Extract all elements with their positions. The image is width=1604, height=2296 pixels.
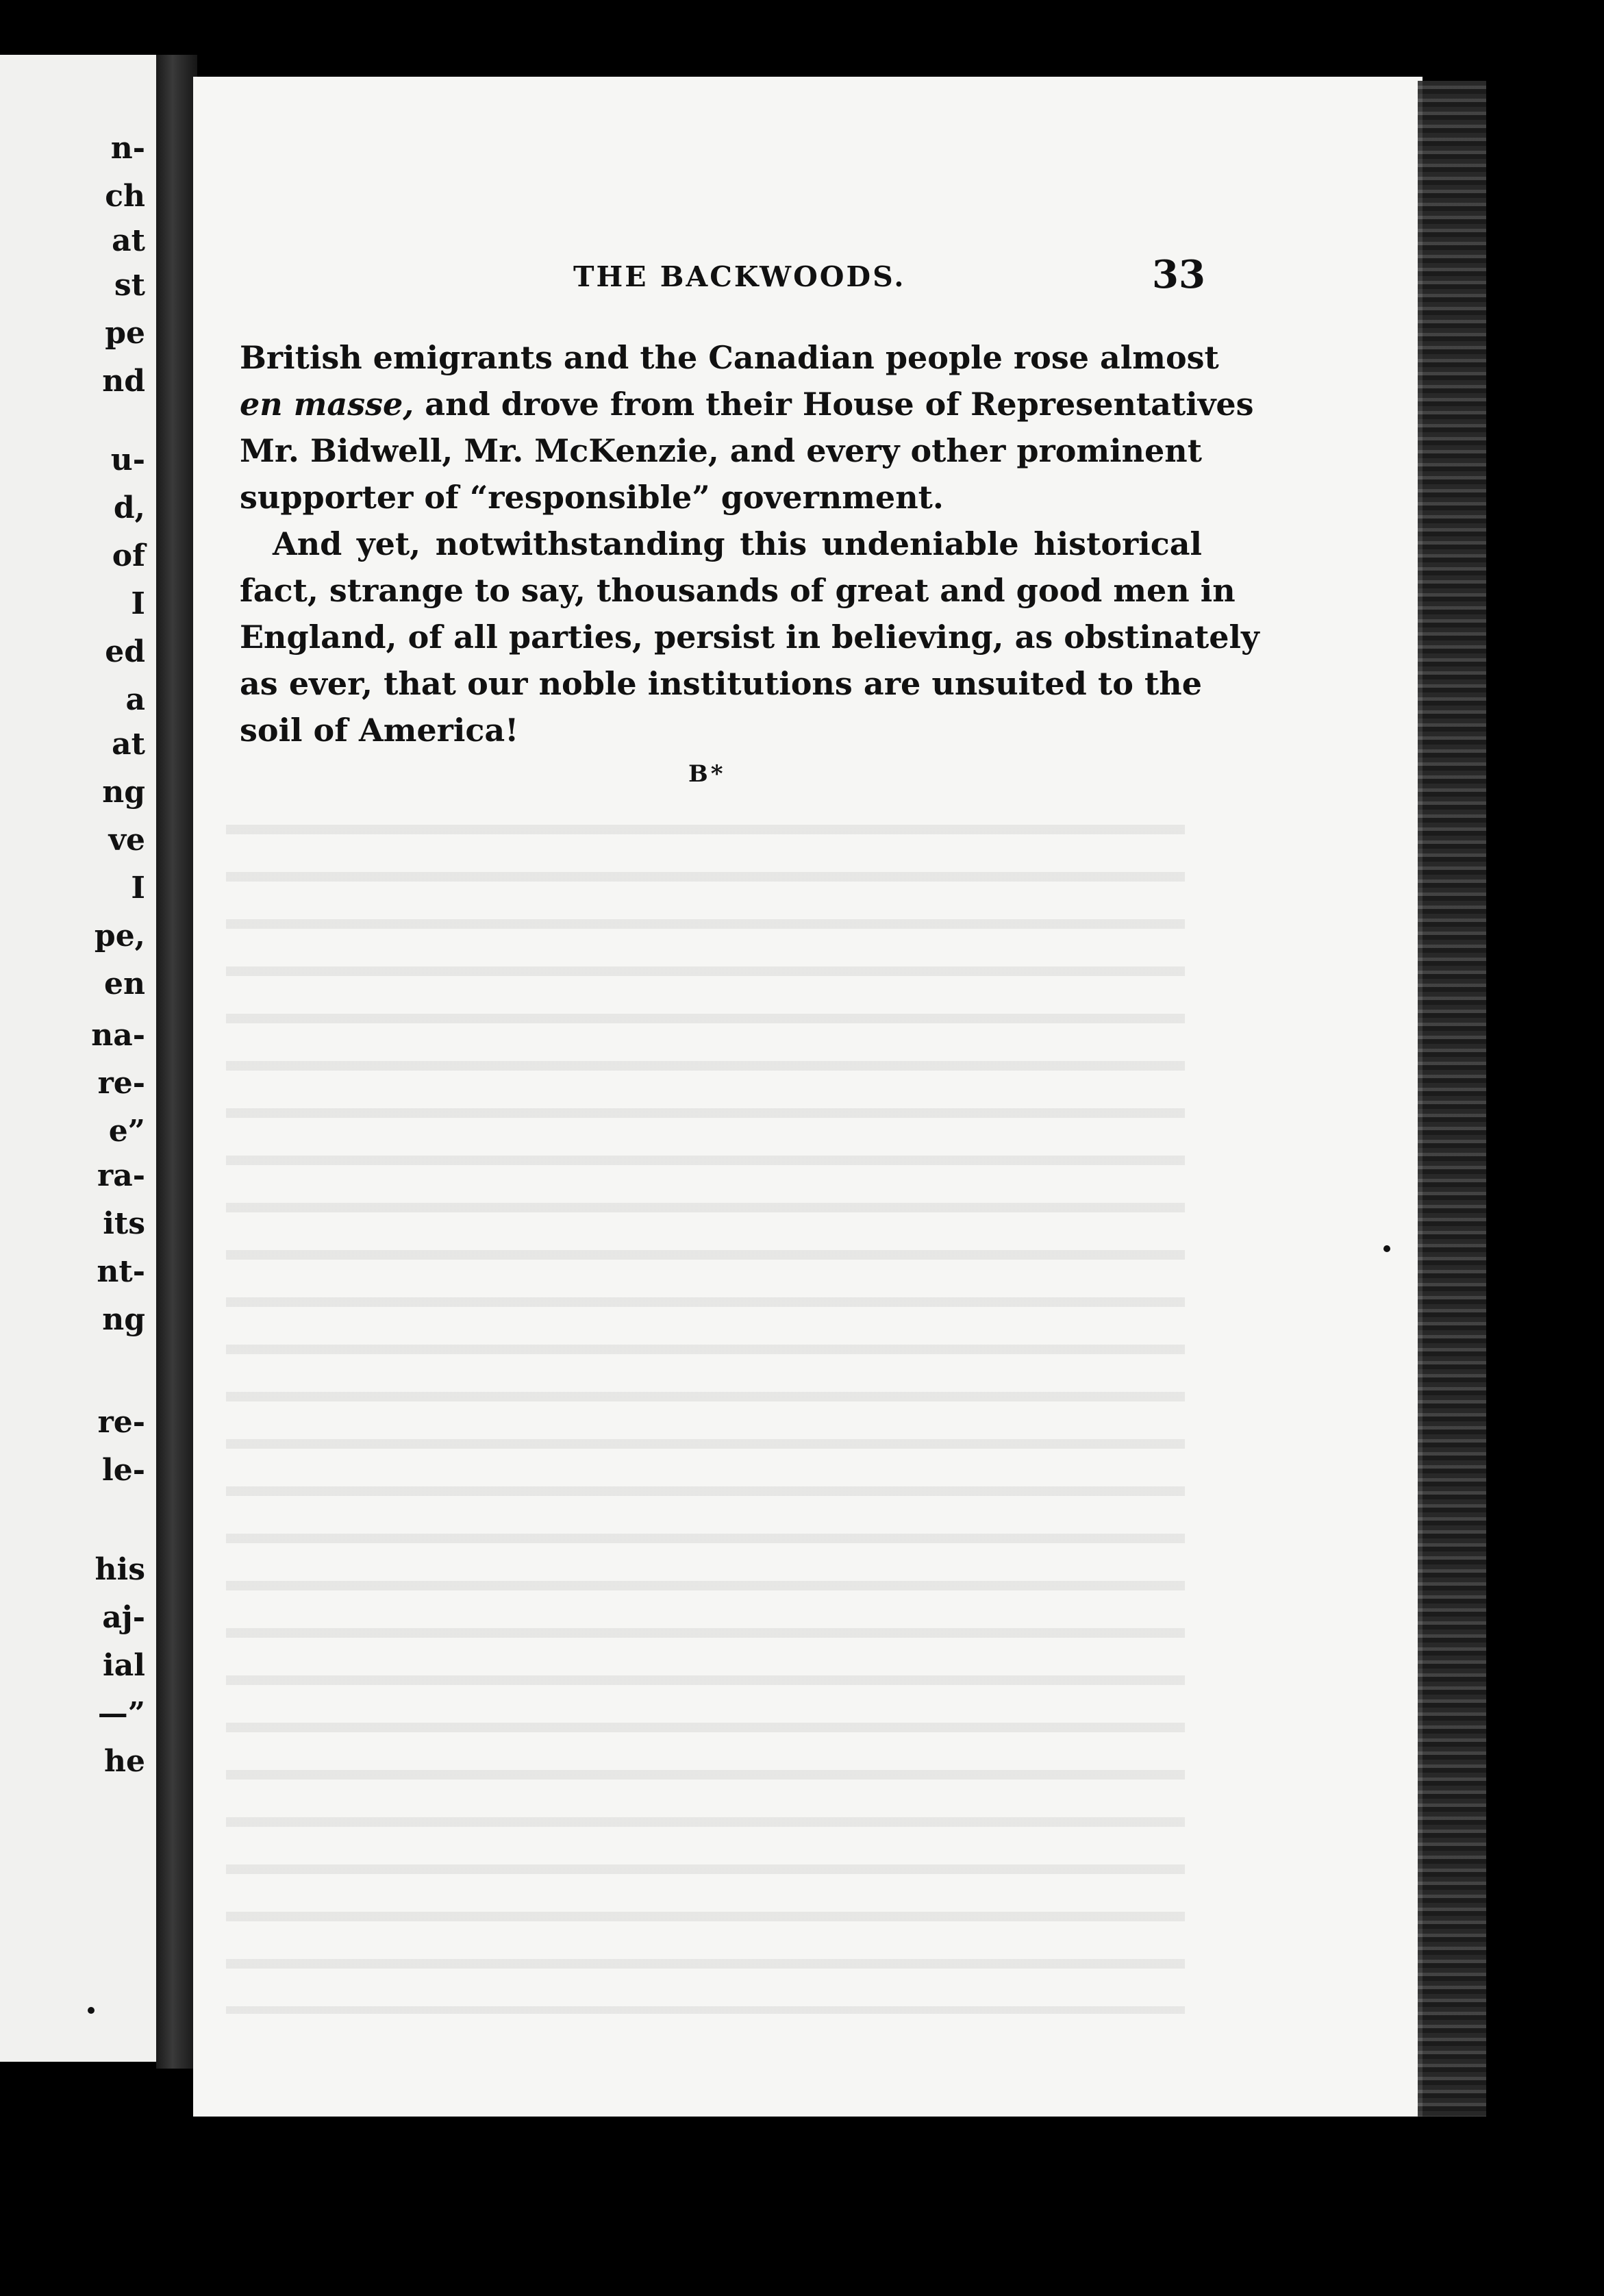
text-line: England, of all parties, persist in believing, as obstinately (240, 619, 1260, 656)
page-number: 33 (1152, 252, 1205, 297)
previous-page-fragment: at (112, 727, 145, 762)
text-line: supporter of “responsible” government. (240, 479, 944, 516)
previous-page-fragment: I (131, 871, 145, 906)
previous-page-fragment: I (131, 586, 145, 621)
previous-page-fragment: its (103, 1206, 145, 1241)
text-line (240, 381, 1254, 427)
ink-speck (1383, 1245, 1390, 1252)
paragraph-1 (240, 334, 1254, 521)
running-title: THE BACKWOODS. (573, 260, 906, 293)
previous-page-fragment: ng (102, 775, 145, 810)
signature-mark: B* (688, 760, 726, 788)
body-text (240, 334, 1260, 753)
previous-page-fragment: nt- (97, 1254, 145, 1289)
previous-page-fragment: pe (105, 316, 145, 351)
ink-speck (88, 2007, 95, 2014)
previous-page-fragment: n- (110, 131, 145, 166)
previous-page-fragment: ng (102, 1302, 145, 1337)
previous-page-fragment: ed (105, 634, 145, 669)
book-gutter (156, 55, 197, 2069)
previous-page-fragment: na- (91, 1018, 145, 1053)
paragraph-2 (240, 521, 1260, 753)
previous-page-fragment: his (95, 1552, 145, 1587)
previous-page-fragment: nd (102, 364, 145, 399)
previous-page-fragment: ra- (97, 1158, 145, 1193)
text-line: soil of America! (240, 712, 519, 749)
italic-phrase: en masse, (240, 386, 414, 423)
text-line: fact, strange to say, thousands of great and good men in (240, 572, 1236, 609)
previous-page-fragment: ch (105, 179, 145, 214)
previous-page-fragment: ial (103, 1648, 145, 1683)
text-line: British emigrants and the Canadian people rose almost (240, 339, 1219, 376)
page-edge-shadow (1418, 81, 1486, 2117)
previous-page-fragment: —” (97, 1696, 145, 1731)
previous-page-fragment: re- (97, 1066, 145, 1101)
previous-page-fragment: a (125, 682, 145, 717)
previous-page-fragment: of (112, 538, 145, 573)
previous-page-fragment: ve (108, 823, 145, 858)
previous-page-fragment: u- (110, 442, 145, 477)
previous-page-fragment: e” (108, 1114, 145, 1149)
text-line: And yet, notwithstanding this undeniable historical (273, 525, 1202, 562)
previous-page-fragment: aj- (102, 1600, 145, 1635)
previous-page-fragment: st (114, 268, 145, 303)
running-head (193, 252, 1423, 308)
previous-page-fragment: re- (97, 1405, 145, 1440)
show-through-text (226, 795, 1185, 2014)
previous-page-fragment: le- (102, 1453, 145, 1488)
text-line: as ever, that our noble institutions are unsuited to the (240, 665, 1202, 702)
text-line-rest: and drove from their House of Representatives (414, 386, 1254, 423)
previous-page-fragment: d, (113, 490, 145, 525)
text-line: Mr. Bidwell, Mr. McKenzie, and every other prominent (240, 432, 1202, 469)
previous-page-fragment: he (104, 1744, 145, 1779)
previous-page-fragment: pe, (94, 919, 145, 953)
previous-page-fragment: en (104, 966, 145, 1001)
previous-page-fragment: at (112, 223, 145, 258)
previous-page-edge (0, 55, 160, 2062)
